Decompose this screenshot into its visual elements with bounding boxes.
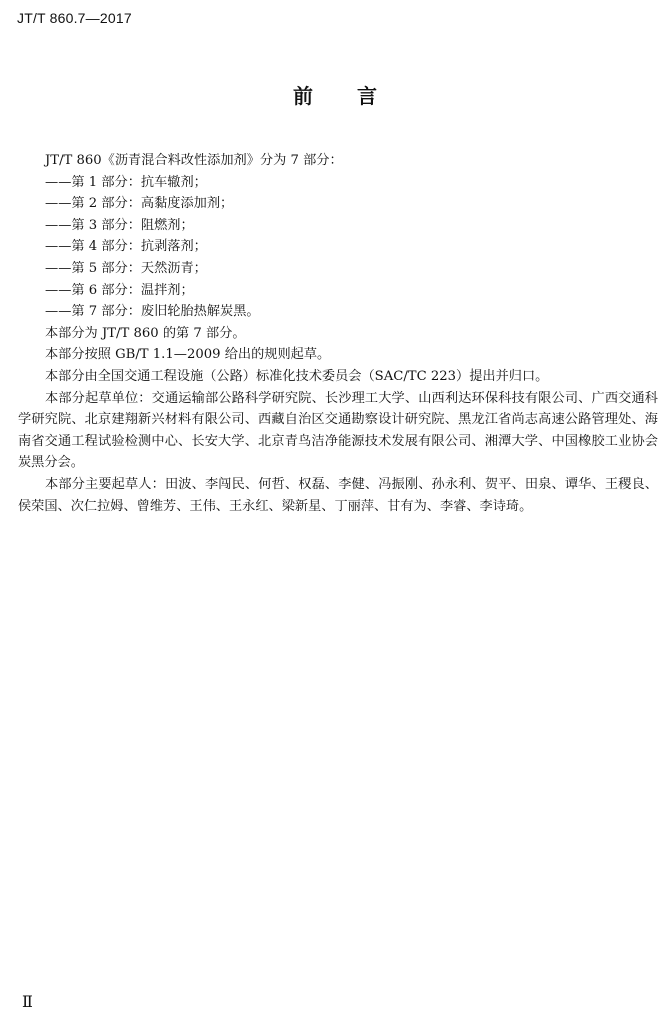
part-item: ——第 1 部分：抗车辙剂； xyxy=(45,174,207,190)
drafters-paragraph: 本部分主要起草人：田波、李闯民、何哲、权磊、李健、冯振刚、孙永利、贺平、田泉、谭华、王稷良、侯荣国、次仁拉姆、曾维芳、王伟、王永红、梁新星、丁丽萍、甘有为、李睿、李诗琦。 xyxy=(18,476,658,514)
statement-line: 本部分由全国交通工程设施（公路）标准化技术委员会（SAC/TC 223）提出并归口。 xyxy=(45,368,549,384)
part-item: ——第 3 部分：阻燃剂； xyxy=(45,217,194,233)
document-code: JT/T 860.7—2017 xyxy=(17,10,132,26)
page-number: Ⅱ xyxy=(22,992,33,1011)
foreword-body xyxy=(18,150,658,517)
drafting-units-paragraph: 本部分起草单位：交通运输部公路科学研究院、长沙理工大学、山西利达环保科技有限公司、广西交通科学研究院、北京建翔新兴材料有限公司、西藏自治区交通勘察设计研究院、黑龙江省尚志高速公路管理处、海南省交通工程试验检测中心、长安大学、北京青鸟洁净能源技术发展有限公司、湘潭大学、中国橡胶工业协会炭黑分会。 xyxy=(18,390,658,471)
page-title: 前言 xyxy=(293,84,421,108)
part-item: ——第 2 部分：高黏度添加剂； xyxy=(45,196,234,212)
part-item: ——第 4 部分：抗剥落剂； xyxy=(45,239,207,255)
intro-line: JT/T 860《沥青混合料改性添加剂》分为 7 部分： xyxy=(45,153,343,168)
part-item: ——第 7 部分：废旧轮胎热解炭黑。 xyxy=(45,304,260,320)
part-item: ——第 6 部分：温拌剂； xyxy=(45,282,194,298)
statement-line: 本部分为 JT/T 860 的第 7 部分。 xyxy=(45,325,246,341)
statement-line: 本部分按照 GB/T 1.1—2009 给出的规则起草。 xyxy=(45,347,331,363)
part-item: ——第 5 部分：天然沥青； xyxy=(45,260,207,276)
